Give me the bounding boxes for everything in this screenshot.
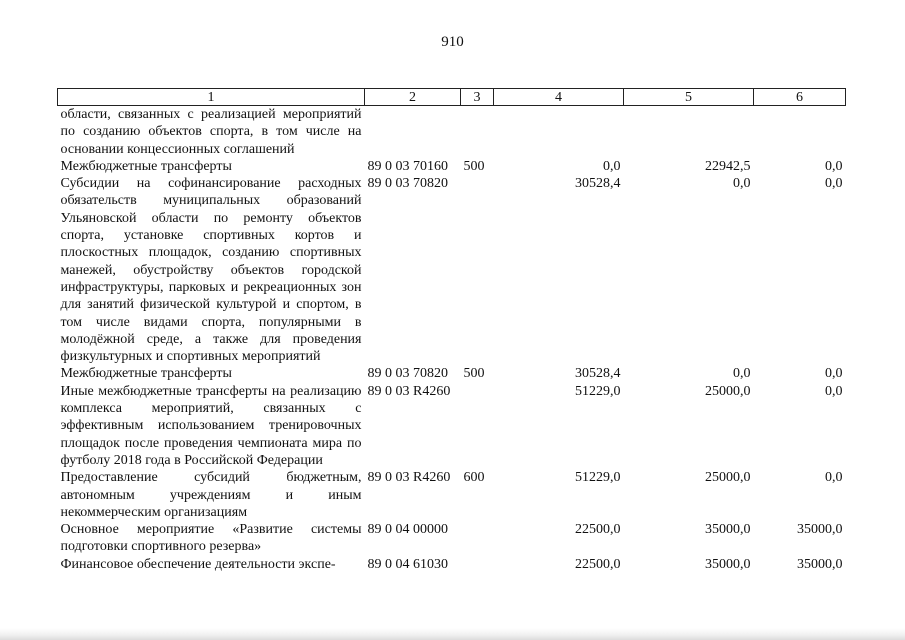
row-value-4: 22500,0 <box>575 556 621 572</box>
table-row <box>58 469 846 521</box>
row-name: Основное мероприятие «Развитие системы подготовки спортивного резерва» <box>60 522 362 555</box>
row-expense-type <box>461 521 494 556</box>
row-value-6: 0,0 <box>825 470 843 486</box>
row-name: Межбюджетные трансферты <box>60 158 232 174</box>
row-value-5: 25000,0 <box>705 470 751 486</box>
column-header: 3 <box>461 89 494 106</box>
page-number: 910 <box>441 34 464 50</box>
row-value-4: 0,0 <box>603 158 621 174</box>
column-header: 5 <box>624 89 754 106</box>
row-value-4: 22500,0 <box>575 522 621 538</box>
table-row <box>58 106 846 158</box>
row-value-6: 0,0 <box>825 158 843 174</box>
row-expense-type: 500 <box>463 158 485 174</box>
row-code: 89 0 03 R4260 <box>367 470 451 486</box>
table-header-row <box>58 89 846 106</box>
row-name: Субсидии на софинансирование расходных обязательств муниципальных образований Ульяновской области по ремонту объектов спорта, установке спортивных кортов и плоскостных площадок, созданию спортивных манежей, обустройству объектов городской инфраструктуры, парковых и рекреационных зон для занятий физической культурой и спортом, в том числе видами спорта, популярными в молодёжной среде, а также для проведения физкультурных и спортивных мероприятий <box>60 176 362 365</box>
row-expense-type: 500 <box>463 366 485 382</box>
row-code: 89 0 04 61030 <box>367 556 448 572</box>
row-name: Межбюджетные трансферты <box>60 366 232 382</box>
row-name: области, связанных с реализацией мероприятий по созданию объектов спорта, в том числе на основании концессионных соглашений <box>60 107 362 157</box>
column-header: 2 <box>365 89 461 106</box>
row-code: 89 0 03 70820 <box>367 366 448 382</box>
column-header: 1 <box>58 89 365 106</box>
table-row <box>58 158 846 175</box>
row-value-4: 30528,4 <box>575 176 621 192</box>
column-header: 4 <box>494 89 624 106</box>
table-row <box>58 365 846 382</box>
row-value-5: 0,0 <box>733 176 751 192</box>
row-value-5: 35000,0 <box>705 556 751 572</box>
row-name: Финансовое обеспечение деятельности экспе- <box>60 556 336 572</box>
row-name: Предоставление субсидий бюджетным, автономным учреждениям и иным некоммерческим организациям <box>60 470 362 520</box>
row-expense-type <box>461 175 494 365</box>
row-value-4: 30528,4 <box>575 366 621 382</box>
row-code: 89 0 04 00000 <box>367 522 448 538</box>
row-value-4: 51229,0 <box>575 383 621 399</box>
row-expense-type <box>461 556 494 573</box>
row-code: 89 0 03 70820 <box>367 176 448 192</box>
row-value-6: 35000,0 <box>797 522 843 538</box>
row-value-5: 22942,5 <box>705 158 751 174</box>
row-expense-type: 600 <box>463 470 485 486</box>
row-value-5 <box>624 106 754 158</box>
row-value-5: 35000,0 <box>705 522 751 538</box>
column-header: 6 <box>754 89 846 106</box>
row-expense-type <box>461 383 494 469</box>
row-value-5: 0,0 <box>733 366 751 382</box>
table-row <box>58 521 846 556</box>
scan-edge-shadow <box>0 628 905 640</box>
table-row <box>58 175 846 365</box>
row-value-6: 0,0 <box>825 176 843 192</box>
row-code: 89 0 03 R4260 <box>367 383 451 399</box>
table-row <box>58 556 846 573</box>
row-value-4 <box>494 106 624 158</box>
row-code <box>365 106 461 158</box>
row-expense-type <box>461 106 494 158</box>
table-row <box>58 383 846 469</box>
row-value-6: 35000,0 <box>797 556 843 572</box>
row-value-4: 51229,0 <box>575 470 621 486</box>
row-value-5: 25000,0 <box>705 383 751 399</box>
row-name: Иные межбюджетные трансферты на реализацию комплекса мероприятий, связанных с эффективным использованием тренировочных площадок после проведения чемпионата мира по футболу 2018 года в Российской Федерации <box>60 383 362 468</box>
row-value-6: 0,0 <box>825 366 843 382</box>
row-code: 89 0 03 70160 <box>367 158 448 174</box>
row-value-6 <box>754 106 846 158</box>
row-value-6: 0,0 <box>825 383 843 399</box>
budget-table <box>57 88 846 573</box>
